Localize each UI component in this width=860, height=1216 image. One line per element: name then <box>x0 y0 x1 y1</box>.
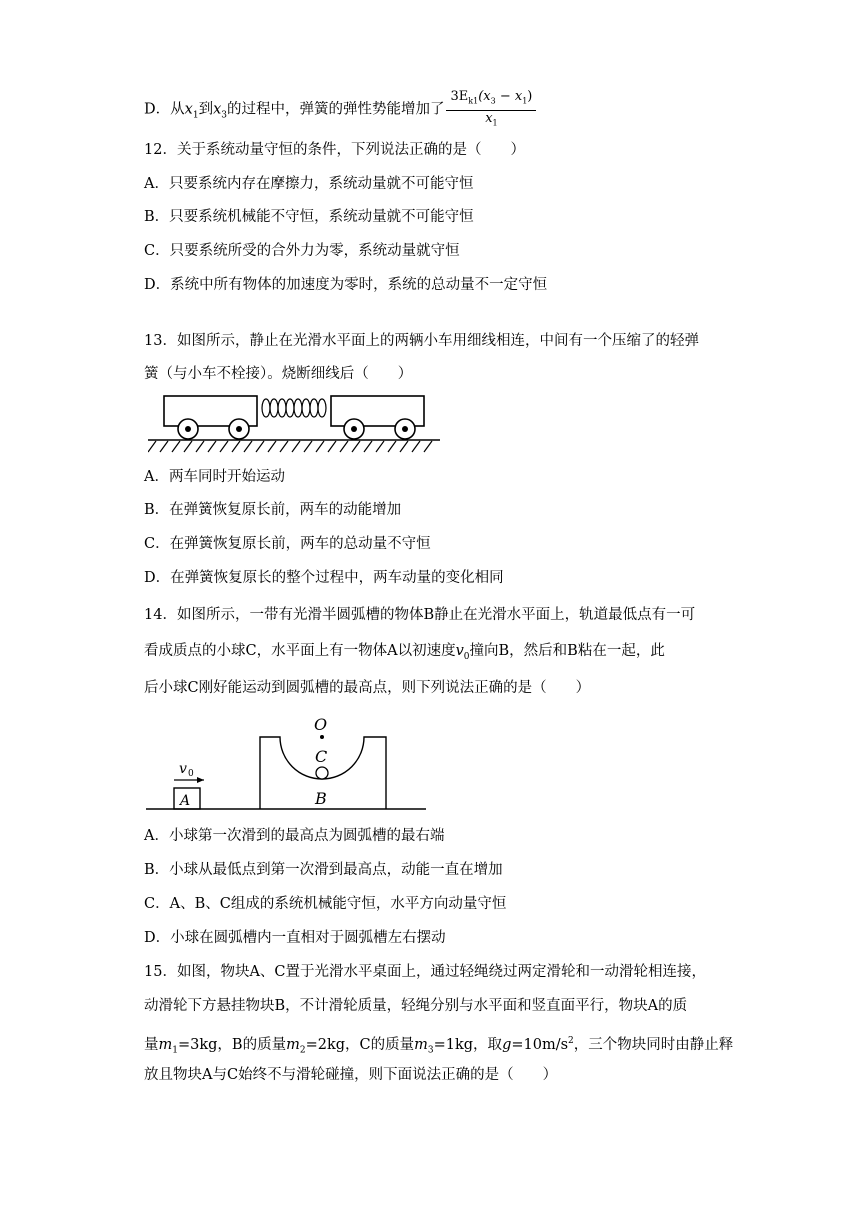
q11-option-d[interactable]: D．从$x_1$到$x_3$的过程中，弹簧的弹性势能增加了 $\frac{3E_{k1}(x_3 - x_1)}{x_1}$ <box>144 88 536 131</box>
q14-option-d[interactable]: D．小球在圆弧槽内一直相对于圆弧槽左右摆动 <box>144 930 446 946</box>
q13-option-b[interactable]: B．在弹簧恢复原长前，两车的动能增加 <box>144 502 402 518</box>
label-o: O <box>314 715 328 734</box>
q14-option-a[interactable]: A．小球第一次滑到的最高点为圆弧槽的最右端 <box>144 828 445 844</box>
two-carts-spring-figure <box>148 394 443 454</box>
q14-stem-line3: 后小球C刚好能运动到圆弧槽的最高点，则下列说法正确的是（ ） <box>144 680 591 696</box>
q14-option-b[interactable]: B．小球从最低点到第一次滑到最高点，动能一直在增加 <box>144 862 503 878</box>
q12-option-d[interactable]: D．系统中所有物体的加速度为零时，系统的总动量不一定守恒 <box>144 277 548 293</box>
q15-stem-line2: 动滑轮下方悬挂物块B，不计滑轮质量，轻绳分别与水平面和竖直面平行，物块A的质 <box>144 998 688 1014</box>
q13-stem-line2: 簧（与小车不栓接）。烧断细线后（ ） <box>144 366 413 382</box>
q15-stem-line1: 15．如图，物块A、C置于光滑水平桌面上，通过轻绳绕过两定滑轮和一动滑轮相连接， <box>144 964 707 980</box>
svg-text:0: 0 <box>188 769 194 779</box>
q15-stem-line4: 放且物块A与C始终不与滑轮碰撞，则下面说法正确的是（ ） <box>144 1067 558 1083</box>
label-v0: v <box>179 761 187 777</box>
q12-option-b[interactable]: B．只要系统机械能不守恒，系统动量就不可能守恒 <box>144 209 474 225</box>
elastic-energy-fraction: $\frac{3E_{k1}(x_3 - x_1)}{x_1}$ <box>446 88 536 131</box>
q12-option-a[interactable]: A．只要系统内存在摩擦力，系统动量就不可能守恒 <box>144 176 474 192</box>
arc-groove-figure <box>146 712 431 812</box>
q11-option-d-prefix: D．从 <box>144 101 185 118</box>
q14-stem-line1: 14．如图所示，一带有光滑半圆弧槽的物体B静止在光滑水平面上，轨道最低点有一可 <box>144 607 696 623</box>
label-c: C <box>315 747 328 766</box>
var-x1: x <box>184 101 193 118</box>
q13-option-c[interactable]: C．在弹簧恢复原长前，两车的总动量不守恒 <box>144 536 431 552</box>
q15-stem-line3: 量$m_1=3kg$，B的质量$m_2=2kg$，C的质量$m_3=1kg$，取$g=10m/s^2$，三个物块同时由静止释 <box>144 1036 734 1056</box>
q14-option-c[interactable]: C．A、B、C组成的系统机械能守恒，水平方向动量守恒 <box>144 896 507 912</box>
q14-stem-line2: 看成质点的小球C，水平面上有一物体A以初速度$v_0$撞向B，然后和B粘在一起，此 <box>144 643 665 662</box>
q13-option-a[interactable]: A．两车同时开始运动 <box>144 469 285 485</box>
label-a: A <box>180 793 191 809</box>
q13-stem-line1: 13．如图所示，静止在光滑水平面上的两辆小车用细线相连，中间有一个压缩了的轻弹 <box>144 333 699 349</box>
q13-option-d[interactable]: D．在弹簧恢复原长的整个过程中，两车动量的变化相同 <box>144 570 504 586</box>
q12-option-c[interactable]: C．只要系统所受的合外力为零，系统动量就守恒 <box>144 243 460 259</box>
label-b: B <box>315 789 327 808</box>
q12-stem: 12．关于系统动量守恒的条件，下列说法正确的是（ ） <box>144 142 525 158</box>
